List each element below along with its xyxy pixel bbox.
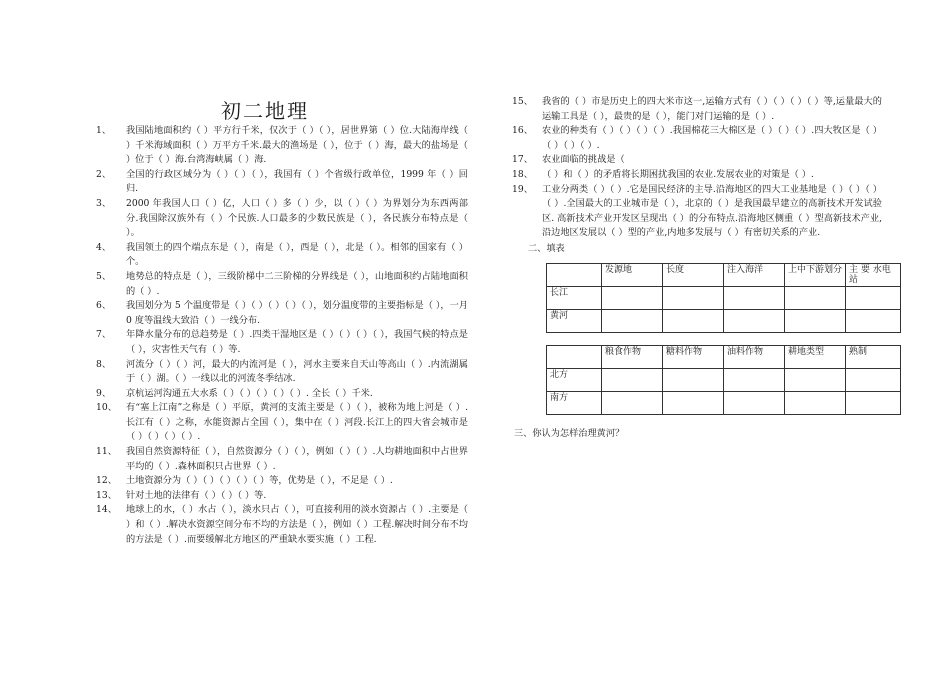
agriculture-table <box>546 345 901 415</box>
table-row <box>547 391 901 414</box>
question-text: 地球上的水，（ ）水占（ ），淡水只占（ ），可直接利用的淡水资源占（ ）.主要是（ ）和（ ）.解决水资源空间分布不均的方法是（ ），例如（ ）工程.解决时间分布不均的方法是（ ）.而要缓解北方地区的严重缺水要实施（ ）工程. <box>126 504 468 545</box>
right-column <box>512 95 891 441</box>
table-row-label: 黄河 <box>547 309 602 332</box>
question-number: 16、 <box>512 125 533 137</box>
table-cell <box>663 368 724 391</box>
question-item <box>96 241 468 270</box>
question-number: 2、 <box>96 168 112 180</box>
question-text: 针对土地的法律有（ ）（ ）（ ）等. <box>126 489 267 501</box>
table-cell <box>724 368 785 391</box>
table-header-cell: 注入海洋 <box>724 263 785 286</box>
question-text: 年降水量分布的总趋势是（ ）.四类干湿地区是（ ）（ ）（ ）（ ），我国气候的特点是（ ），灾害性天气有（ ）等. <box>126 329 468 355</box>
question-text: 工业分两类（ ）（ ）.它是国民经济的主导.沿海地区的四大工业基地是（ ）（ ）（ ）（ ）.全国最大的工业城市是（ ），北京的（ ）是我国最早建立的高新技术开发试验区. 高新技术产业开发区呈现出（ ）的分布特点.沿海地区侧重（ ）型高新技术产业,沿边地区发展以（ ）型的产业,内地多发展与（ ）有密切关系的产业. <box>542 183 882 239</box>
table-header-cell <box>547 345 602 368</box>
table-header-row <box>547 345 901 368</box>
table-header-cell: 耕地类型 <box>785 345 846 368</box>
question-item <box>512 168 882 183</box>
section-yellow-river-question: 三、你认为怎样治理黄河？ <box>514 427 625 439</box>
table-cell <box>724 309 785 332</box>
table-cell <box>724 391 785 414</box>
table-header-cell: 熟制 <box>846 345 901 368</box>
question-item <box>96 197 468 241</box>
table-cell <box>663 391 724 414</box>
question-item <box>512 153 882 168</box>
question-item <box>96 387 468 402</box>
table-row-label: 北方 <box>547 368 602 391</box>
question-number: 7、 <box>96 329 112 341</box>
question-number: 8、 <box>96 358 112 370</box>
table-row <box>547 309 901 332</box>
question-item <box>96 358 468 387</box>
table-cell <box>785 391 846 414</box>
table-header-cell: 糖料作物 <box>663 345 724 368</box>
table-cell <box>663 286 724 309</box>
question-number: 5、 <box>96 270 112 282</box>
table-cell <box>846 309 901 332</box>
question-item <box>96 503 468 547</box>
table-header-cell: 长度 <box>663 263 724 286</box>
question-number: 13、 <box>96 489 117 501</box>
question-text: 全国的行政区域分为（ ）（ ）（ ），我国有（ ）个省级行政单位，1999 年（ ）回归. <box>126 168 468 195</box>
table-header-cell: 主 要 水电站 <box>846 263 901 286</box>
question-text: 地势总的特点是（ ），三级阶梯中二三阶梯的分界线是（ ），山地面积约占陆地面积的（ ）. <box>126 270 468 297</box>
table-row-label: 南方 <box>547 391 602 414</box>
question-item <box>96 270 468 299</box>
table-cell <box>785 309 846 332</box>
question-number: 19、 <box>512 183 533 195</box>
table-cell <box>785 286 846 309</box>
question-item <box>96 474 468 489</box>
question-text: 我国领土的四个端点东是（ ），南是（ ），西是（ ），北是（ ）。相邻的国家有（ ）个。 <box>126 241 468 268</box>
page-title: 初二地理 <box>221 99 309 123</box>
question-number: 11、 <box>96 446 117 458</box>
question-number: 14、 <box>96 504 117 516</box>
question-text: （ ）和（ ）的矛盾将长期困扰我国的农业.发展农业的对策是（ ）. <box>542 168 814 180</box>
question-item <box>96 328 468 357</box>
question-text: 我国自然资源特征（ ），自然资源分（ ）（ ），例如（ ）（ ）.人均耕地面积中占世界平均的（ ）.森林面积只占世界（ ）. <box>126 446 468 472</box>
question-item <box>96 445 468 474</box>
table-header-row <box>547 263 901 286</box>
table-row <box>547 368 901 391</box>
question-item <box>96 401 468 445</box>
question-number: 10、 <box>96 402 117 414</box>
question-text: 2000 年我国人口（ ）亿，人口（ ）多（ ）少，以（ ）（ ）为界划分为东西两部分.我国除汉族外有（ ）个民族.人口最多的少数民族是（ ），各民族分布特点是（ ）。 <box>126 197 468 239</box>
table-cell <box>724 286 785 309</box>
question-text: 我国陆地面积约（ ）平方行千米，仅次于（ ）（ ），居世界第（ ）位.大陆海岸线（ ）千米海域面积（ ）万平方千米.最大的渔场是（ ），位于（ ）海，最大的盐场是（ ）位于（ ）海.台湾海峡属（ ）海. <box>126 125 468 166</box>
table-header-cell: 上中下游划分 <box>785 263 846 286</box>
question-item <box>512 95 882 124</box>
question-item <box>96 168 468 197</box>
question-number: 18、 <box>512 168 533 180</box>
table-cell <box>602 391 663 414</box>
table-cell <box>785 368 846 391</box>
table-header-cell: 发源地 <box>602 263 663 286</box>
question-number: 12、 <box>96 475 117 487</box>
question-text: 我国划分为 5 个温度带是（ ）（ ）（ ）（ ）（ ），划分温度带的主要指标是（ ），一月 0 度等温线大致沿（ ）一线分布. <box>126 300 468 326</box>
question-number: 6、 <box>96 300 112 312</box>
question-number: 4、 <box>96 241 112 253</box>
table-header-cell: 粮食作物 <box>602 345 663 368</box>
question-text: 农业面临的挑战是（ <box>542 154 625 166</box>
question-text: 河流分（ ）（ ）河，最大的内流河是（ ），河水主要来自天山等高山（ ）.内流湖属于（ ）湖。（ ）一线以北的河流冬季结冰. <box>126 358 468 385</box>
question-number: 3、 <box>96 197 112 209</box>
question-text: 农业的种类有（ ）（ ）（ ）（ ）.我国棉花三大棉区是（ ）（ ）（ ）.四大牧区是（ ）（ ）（ ）（ ）. <box>542 125 882 151</box>
question-text: 我省的（ ）市是历史上的四大米市这一,运输方式有（ ）（ ）（ ）（ ）等,运量最大的运输工具是（ ），最贵的是（ ），能门对门运输的是（ ）. <box>542 96 882 122</box>
table-cell <box>846 286 901 309</box>
question-number: 17、 <box>512 154 533 166</box>
table-cell <box>846 368 901 391</box>
question-number: 1、 <box>96 125 112 136</box>
question-number: 9、 <box>96 387 112 399</box>
question-text: 土地资源分为（ ）（ ）（ ）（ ）（ ）等，优势是（ ），不足是（ ）. <box>126 475 393 487</box>
table-row-label: 长江 <box>547 286 602 309</box>
question-text: 京杭运河沟通五大水系（ ）（ ）（ ）（ ）（ ）. 全长（ ）千米. <box>126 387 373 399</box>
left-column <box>96 124 468 547</box>
table-header-cell: 油料作物 <box>724 345 785 368</box>
table-row <box>547 286 901 309</box>
section-fill-table-heading: 二、填表 <box>528 242 565 254</box>
question-text: 有“塞上江南”之称是（ ）平原，黄河的支流主要是（ ）（ ），被称为地上河是（ ）.长江有（ ）之称，水能资源占全国（ ），集中在（ ）河段.长江上的四大省会城市是（ ）（ ）（ ）（ ）. <box>126 402 468 443</box>
right-question-list <box>512 95 882 241</box>
table-cell <box>602 368 663 391</box>
table-cell <box>602 286 663 309</box>
river-table <box>546 263 901 333</box>
table-header-cell <box>547 263 602 286</box>
question-item <box>96 489 468 504</box>
table-cell <box>663 309 724 332</box>
table-cell <box>602 309 663 332</box>
question-number: 15、 <box>512 96 533 107</box>
table-cell <box>846 391 901 414</box>
question-item <box>96 299 468 328</box>
question-item <box>512 183 882 241</box>
question-item <box>96 124 468 168</box>
question-item <box>512 124 882 153</box>
